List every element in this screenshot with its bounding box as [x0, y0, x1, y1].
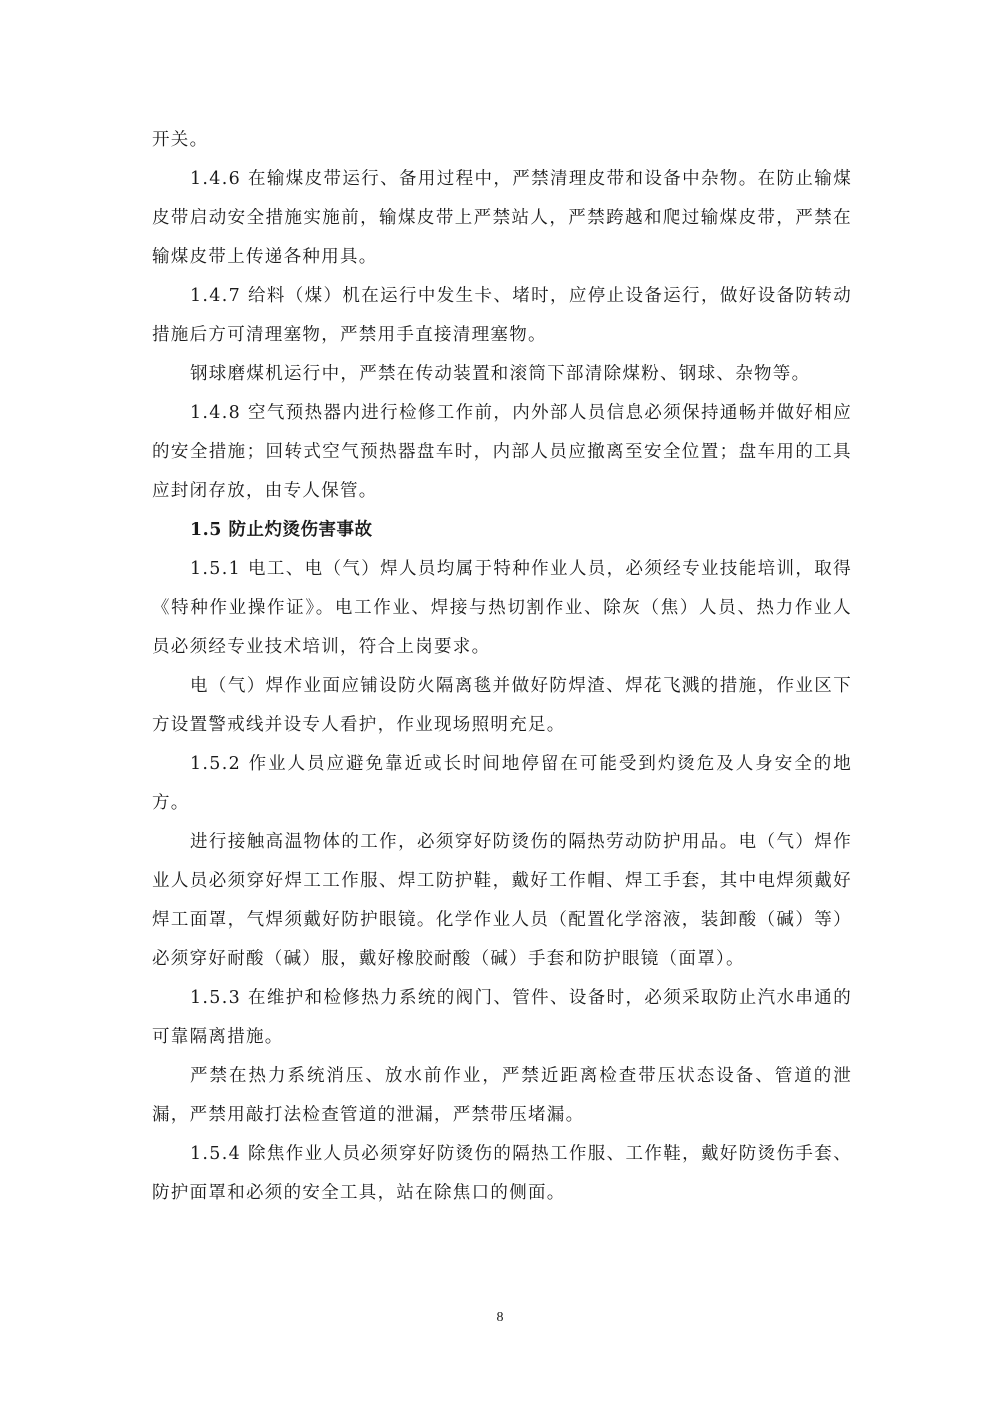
- section-heading-1-5: 1.5 防止灼烫伤害事故: [190, 520, 373, 540]
- paragraph-continuation: 开关。: [152, 130, 209, 150]
- paragraph-1-5-1: 1.5.1 电工、电（气）焊人员均属于特种作业人员，必须经专业技能培训，取得《特种作业操作证》。电工作业、焊接与热切割作业、除灰（焦）人员、热力作业人员必须经专业技术培训，符合上岗要求。: [152, 559, 852, 657]
- paragraph-1-5-4: 1.5.4 除焦作业人员必须穿好防烫伤的隔热工作服、工作鞋，戴好防烫伤手套、防护面罩和必须的安全工具，站在除焦口的侧面。: [152, 1144, 852, 1203]
- paragraph-1-4-8: 1.4.8 空气预热器内进行检修工作前，内外部人员信息必须保持通畅并做好相应的安全措施；回转式空气预热器盘车时，内部人员应撤离至安全位置；盘车用的工具应封闭存放，由专人保管。: [152, 403, 852, 501]
- paragraph-1-4-6: 1.4.6 在输煤皮带运行、备用过程中，严禁清理皮带和设备中杂物。在防止输煤皮带启动安全措施实施前，输煤皮带上严禁站人，严禁跨越和爬过输煤皮带，严禁在输煤皮带上传递各种用具。: [152, 169, 852, 267]
- page-number: 8: [496, 1310, 504, 1325]
- paragraph-pressure-prohibitions: 严禁在热力系统消压、放水前作业，严禁近距离检查带压状态设备、管道的泄漏，严禁用敲打法检查管道的泄漏，严禁带压堵漏。: [152, 1066, 852, 1125]
- paragraph-1-5-2: 1.5.2 作业人员应避免靠近或长时间地停留在可能受到灼烫危及人身安全的地方。: [152, 754, 852, 813]
- paragraph-welding-area: 电（气）焊作业面应铺设防火隔离毯并做好防焊渣、焊花飞溅的措施，作业区下方设置警戒线并设专人看护，作业现场照明充足。: [152, 676, 852, 735]
- paragraph-1-5-3: 1.5.3 在维护和检修热力系统的阀门、管件、设备时，必须采取防止汽水串通的可靠隔离措施。: [152, 988, 852, 1047]
- paragraph-1-4-7: 1.4.7 给料（煤）机在运行中发生卡、堵时，应停止设备运行，做好设备防转动措施后方可清理塞物，严禁用手直接清理塞物。: [152, 286, 852, 345]
- page-body: [152, 121, 852, 1213]
- paragraph-ball-mill: 钢球磨煤机运行中，严禁在传动装置和滚筒下部清除煤粉、钢球、杂物等。: [190, 364, 811, 384]
- paragraph-protective-equipment: 进行接触高温物体的工作，必须穿好防烫伤的隔热劳动防护用品。电（气）焊作业人员必须穿好焊工工作服、焊工防护鞋，戴好工作帽、焊工手套，其中电焊须戴好焊工面罩，气焊须戴好防护眼镜。化学作业人员（配置化学溶液，装卸酸（碱）等）必须穿好耐酸（碱）服，戴好橡胶耐酸（碱）手套和防护眼镜（面罩）。: [152, 832, 852, 969]
